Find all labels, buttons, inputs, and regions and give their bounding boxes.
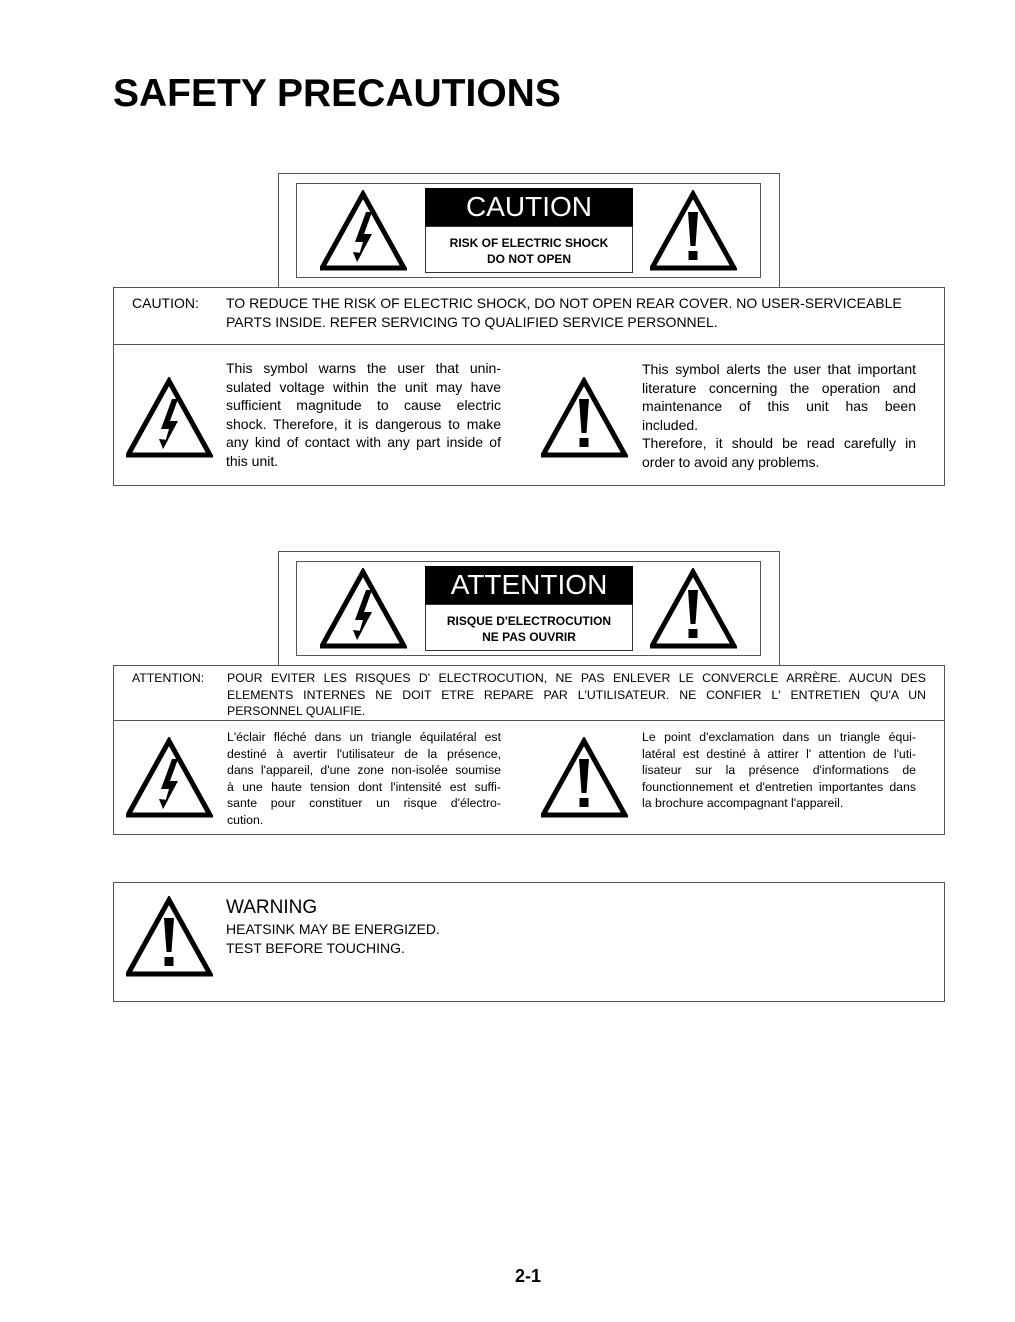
page-number: 2-1 [515,1266,542,1286]
text-line: latéral est destiné à attirer l' attention de l'uti- [642,746,916,761]
lightning-triangle-icon [320,568,407,650]
text-line: dans l'appareil, d'une zone non-isolée soumise [227,763,501,777]
attention-sign-header: ATTENTION [425,566,633,604]
attention-notice-line2: ELEMENTS INTERNES NE DOIT ETRE REPARE PAR L'UTILISATEUR. NE CONFIER L' ENTRETIEN QU'A UN [227,687,926,702]
caution-sign-line2: DO NOT OPEN [486,252,571,266]
text-line: lisateur sur la présence d'informations de [642,763,916,777]
text-line: L'éclair fléché dans un triangle équilatéral est [227,730,501,744]
text-line: this unit. [226,452,279,469]
warning-heading: WARNING [226,897,318,918]
attention-notice-line1: POUR EVITER LES RISQUES D' ELECTROCUTION, NE PAS ENLEVER LE CONVERCLE ARRÈRE. AUCUN DES [227,671,926,685]
attention-divider [114,720,944,721]
lightning-triangle-icon [126,377,213,459]
exclamation-triangle-icon [650,568,737,650]
attention-notice-text [227,670,926,720]
exclamation-triangle-icon [541,377,628,459]
text-line: This symbol alerts the user that important [642,361,916,377]
page-title: SAFETY PRECAUTIONS [113,72,561,115]
attention-symbol-left-text [227,729,501,828]
caution-notice-line1: TO REDUCE THE RISK OF ELECTRIC SHOCK, DO NOT OPEN REAR COVER. NO USER-SERVICEABLE [226,295,902,311]
lightning-triangle-icon [126,737,213,819]
attention-sign-line1: RISQUE D'ELECTROCUTION [446,614,612,628]
warning-line2: TEST BEFORE TOUCHING. [226,939,405,956]
caution-sign-line1: RISK OF ELECTRIC SHOCK [449,236,609,250]
caution-sign-header: CAUTION [425,188,633,226]
text-line: literature concerning the operation and [642,379,916,396]
exclamation-triangle-icon [126,896,213,978]
text-line: destiné à avertir l'utilisateur de la présence, [227,746,501,761]
text-line: shock. Therefore, it is dangerous to make [226,415,501,432]
text-line: included. [642,416,699,433]
warning-text [226,920,440,957]
exclamation-triangle-icon [541,737,628,819]
attention-notice-line3: PERSONNEL QUALIFIE. [227,704,366,718]
text-line: This symbol warns the user that unin- [226,360,501,376]
text-line: sante pour constituer un risque d'électro- [227,796,501,810]
text-line: sulated voltage within the unit may have [226,378,501,395]
text-line: maintenance of this unit has been [642,398,916,415]
caution-notice-label: CAUTION: [132,295,199,311]
text-line: any kind of contact with any part inside of [226,434,501,451]
attention-sign-label [425,604,633,651]
text-line: cution. [227,812,264,827]
text-line: Le point d'exclamation dans un triangle équi- [642,730,916,744]
attention-sign-line2: NE PAS OUVRIR [482,630,576,644]
warning-line1: HEATSINK MAY BE ENERGIZED. [226,921,440,937]
exclamation-triangle-icon [650,190,737,272]
text-line: la brochure accompagnant l'appareil. [642,796,844,810]
lightning-triangle-icon [320,190,407,272]
text-line: Therefore, it should be read carefully in [642,435,916,452]
caution-notice-text [226,294,902,331]
text-line: order to avoid any problems. [642,453,820,470]
caution-divider [114,344,944,345]
caution-notice-line2: PARTS INSIDE. REFER SERVICING TO QUALIFIED SERVICE PERSONNEL. [226,313,718,330]
caution-sign-label [425,226,633,273]
attention-notice-label: ATTENTION: [132,671,205,685]
text-line: sufficient magnitude to cause electric [226,397,501,414]
attention-symbol-right-text [642,729,916,812]
text-line: à une haute tension dont l'intensité est suffi- [227,779,501,794]
caution-symbol-right-text [642,360,916,472]
text-line: founctionnement et d'entretien importantes dans [642,779,916,794]
caution-symbol-left-text [226,359,501,471]
